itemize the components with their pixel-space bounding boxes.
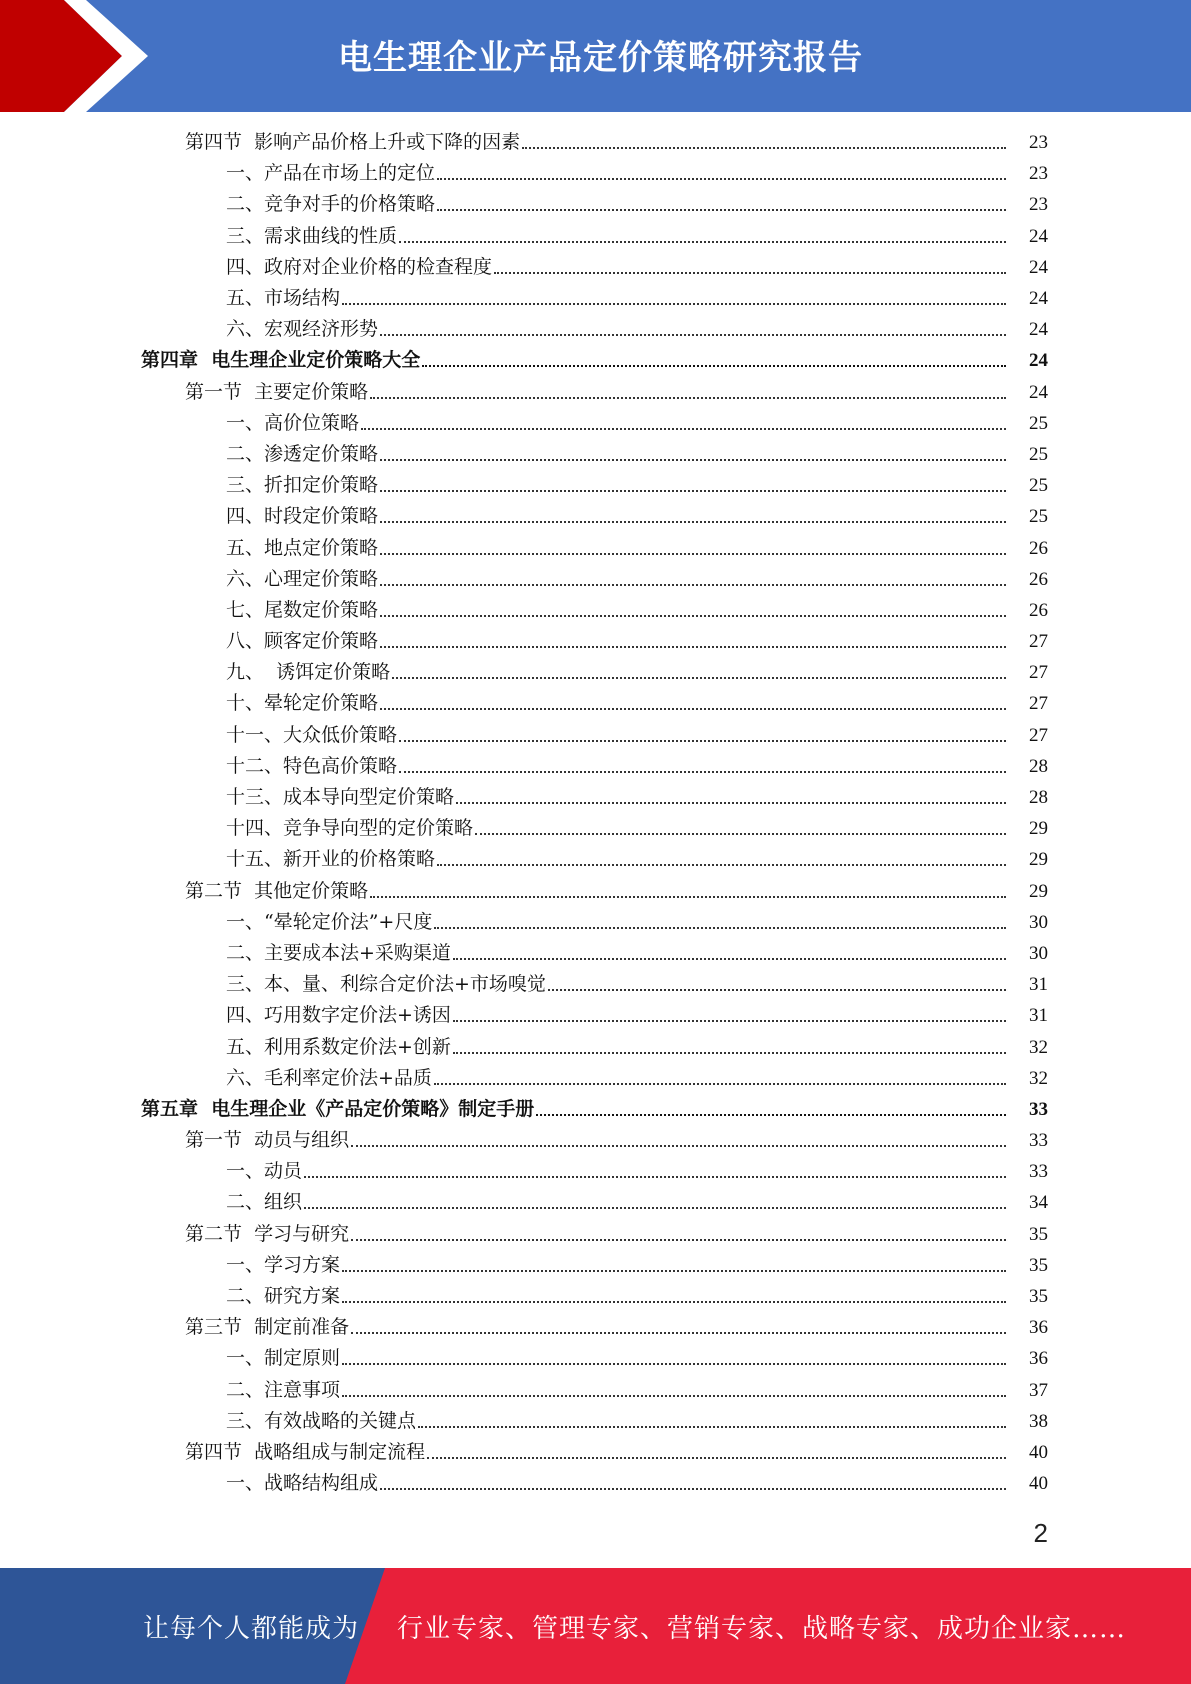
- toc-section-entry[interactable]: [0, 1437, 1191, 1468]
- toc-dot-leader: [342, 302, 1006, 305]
- toc-subsection-entry[interactable]: [0, 408, 1191, 439]
- toc-entry-page: 35: [1029, 1254, 1048, 1276]
- toc-dot-leader: [399, 240, 1006, 243]
- toc-entry-page: 38: [1029, 1410, 1048, 1432]
- toc-entry-page: 35: [1029, 1223, 1048, 1245]
- toc-entry-page: 24: [1029, 319, 1048, 341]
- toc-entry-page: 29: [1029, 849, 1048, 871]
- toc-subsection-entry[interactable]: [0, 1156, 1191, 1187]
- toc-subsection-entry[interactable]: [0, 1343, 1191, 1374]
- toc-subsection-entry[interactable]: [0, 532, 1191, 563]
- toc-entry-page: 36: [1029, 1348, 1048, 1370]
- toc-subsection-entry[interactable]: [0, 813, 1191, 844]
- toc-dot-leader: [380, 707, 1006, 710]
- toc-entry-page: 34: [1029, 1192, 1048, 1214]
- toc-subsection-entry[interactable]: [0, 1000, 1191, 1031]
- toc-subsection-entry[interactable]: [0, 314, 1191, 345]
- toc-subsection-entry[interactable]: [0, 844, 1191, 875]
- toc-subsection-entry[interactable]: [0, 1187, 1191, 1218]
- toc-entry-page: 36: [1029, 1317, 1048, 1339]
- toc-dot-leader: [342, 1300, 1006, 1303]
- toc-section-entry[interactable]: [0, 1312, 1191, 1343]
- toc-entry-page: 24: [1029, 350, 1048, 372]
- toc-subsection-entry[interactable]: [0, 688, 1191, 719]
- toc-entry-label: 三、本、量、利综合定价法+市场嗅觉: [226, 969, 546, 1000]
- toc-subsection-entry[interactable]: [0, 626, 1191, 657]
- toc-entry-label: 二、研究方案: [226, 1281, 340, 1312]
- toc-subsection-entry[interactable]: [0, 1375, 1191, 1406]
- toc-subsection-entry[interactable]: [0, 969, 1191, 1000]
- toc-entry-page: 24: [1029, 225, 1048, 247]
- toc-dot-leader: [342, 1269, 1006, 1272]
- toc-entry-page: 37: [1029, 1379, 1048, 1401]
- toc-dot-leader: [304, 1175, 1006, 1178]
- toc-entry-label: 十三、成本导向型定价策略: [226, 782, 454, 813]
- toc-entry-label: 五、地点定价策略: [226, 533, 378, 564]
- toc-section-entry[interactable]: [0, 1125, 1191, 1156]
- toc-dot-leader: [437, 208, 1006, 211]
- toc-subsection-entry[interactable]: [0, 657, 1191, 688]
- toc-entry-page: 27: [1029, 662, 1048, 684]
- toc-entry-label: 五、利用系数定价法+创新: [226, 1032, 451, 1063]
- toc-dot-leader: [392, 676, 1006, 679]
- toc-dot-leader: [351, 1238, 1006, 1241]
- toc-section-entry[interactable]: [0, 1219, 1191, 1250]
- toc-dot-leader: [361, 427, 1006, 430]
- toc-entry-page: 31: [1029, 974, 1048, 996]
- toc-entry-label: 六、宏观经济形势: [226, 314, 378, 345]
- toc-dot-leader: [351, 1144, 1006, 1147]
- toc-subsection-entry[interactable]: [0, 189, 1191, 220]
- toc-dot-leader: [399, 770, 1006, 773]
- toc-chapter-entry[interactable]: [0, 345, 1191, 376]
- toc-dot-leader: [418, 1425, 1006, 1428]
- page-header: [0, 0, 1191, 112]
- toc-entry-page: 23: [1029, 163, 1048, 185]
- toc-subsection-entry[interactable]: [0, 221, 1191, 252]
- toc-dot-leader: [380, 614, 1006, 617]
- toc-subsection-entry[interactable]: [0, 564, 1191, 595]
- toc-entry-page: 32: [1029, 1067, 1048, 1089]
- toc-dot-leader: [370, 895, 1006, 898]
- toc-chapter-entry[interactable]: [0, 1094, 1191, 1125]
- toc-entry-page: 26: [1029, 568, 1048, 590]
- toc-dot-leader: [422, 364, 1006, 367]
- toc-entry-label: 十四、竞争导向型的定价策略: [226, 813, 473, 844]
- toc-entry-page: 24: [1029, 288, 1048, 310]
- toc-dot-leader: [437, 863, 1006, 866]
- toc-entry-label: 一、学习方案: [226, 1250, 340, 1281]
- toc-subsection-entry[interactable]: [0, 252, 1191, 283]
- toc-entry-label: 十、晕轮定价策略: [226, 688, 378, 719]
- toc-dot-leader: [380, 583, 1006, 586]
- toc-entry-label: 三、有效战略的关键点: [226, 1406, 416, 1437]
- toc-subsection-entry[interactable]: [0, 501, 1191, 532]
- toc-subsection-entry[interactable]: [0, 782, 1191, 813]
- toc-entry-label: 一、制定原则: [226, 1343, 340, 1374]
- toc-dot-leader: [399, 739, 1006, 742]
- toc-entry-label: 二、渗透定价策略: [226, 439, 378, 470]
- toc-subsection-entry[interactable]: [0, 283, 1191, 314]
- toc-dot-leader: [427, 1456, 1006, 1459]
- toc-entry-page: 26: [1029, 599, 1048, 621]
- toc-entry-page: 24: [1029, 256, 1048, 278]
- toc-dot-leader: [380, 520, 1006, 523]
- toc-entry-label: 第三节 制定前准备: [185, 1312, 349, 1343]
- toc-section-entry[interactable]: [0, 127, 1191, 158]
- toc-dot-leader: [536, 1113, 1006, 1116]
- toc-entry-page: 27: [1029, 724, 1048, 746]
- footer-slogan-right: 行业专家、管理专家、营销专家、战略专家、成功企业家……: [397, 1613, 1127, 1644]
- toc-entry-label: 第四节 战略组成与制定流程: [185, 1437, 425, 1468]
- toc-dot-leader: [351, 1331, 1006, 1334]
- toc-section-entry[interactable]: [0, 876, 1191, 907]
- toc-entry-label: 七、尾数定价策略: [226, 595, 378, 626]
- toc-subsection-entry[interactable]: [0, 1406, 1191, 1437]
- toc-entry-page: 40: [1029, 1441, 1048, 1463]
- toc-entry-label: 二、组织: [226, 1187, 302, 1218]
- toc-entry-label: 九、 诱饵定价策略: [226, 657, 390, 688]
- toc-dot-leader: [380, 645, 1006, 648]
- toc-entry-label: 第五章 电生理企业《产品定价策略》制定手册: [141, 1094, 534, 1125]
- toc-entry-label: 第一节 主要定价策略: [185, 377, 368, 408]
- toc-entry-page: 25: [1029, 475, 1048, 497]
- toc-entry-label: 三、折扣定价策略: [226, 470, 378, 501]
- toc-entry-label: 三、需求曲线的性质: [226, 221, 397, 252]
- toc-subsection-entry[interactable]: [0, 1063, 1191, 1094]
- toc-subsection-entry[interactable]: [0, 1250, 1191, 1281]
- toc-dot-leader: [370, 396, 1006, 399]
- footer-slogan-left: 让每个人都能成为: [143, 1613, 360, 1644]
- toc-entry-page: 40: [1029, 1473, 1048, 1495]
- toc-subsection-entry[interactable]: [0, 158, 1191, 189]
- toc-entry-label: 一、产品在市场上的定位: [226, 158, 435, 189]
- toc-entry-label: 四、时段定价策略: [226, 501, 378, 532]
- toc-entry-label: 六、心理定价策略: [226, 564, 378, 595]
- toc-dot-leader: [380, 489, 1006, 492]
- toc-subsection-entry[interactable]: [0, 907, 1191, 938]
- toc-entry-label: 八、顾客定价策略: [226, 626, 378, 657]
- toc-entry-page: 28: [1029, 755, 1048, 777]
- toc-entry-label: 一、动员: [226, 1156, 302, 1187]
- toc-entry-label: 第四章 电生理企业定价策略大全: [141, 345, 420, 376]
- toc-entry-page: 31: [1029, 1005, 1048, 1027]
- toc-dot-leader: [342, 1394, 1006, 1397]
- toc-dot-leader: [380, 333, 1006, 336]
- toc-entry-page: 23: [1029, 194, 1048, 216]
- toc-entry-label: 第一节 动员与组织: [185, 1125, 349, 1156]
- toc-dot-leader: [342, 1362, 1006, 1365]
- toc-entry-label: 第二节 学习与研究: [185, 1219, 349, 1250]
- toc-entry-page: 25: [1029, 412, 1048, 434]
- toc-dot-leader: [380, 458, 1006, 461]
- toc-entry-label: 第二节 其他定价策略: [185, 876, 368, 907]
- toc-entry-page: 27: [1029, 631, 1048, 653]
- toc-subsection-entry[interactable]: [0, 720, 1191, 751]
- toc-entry-page: 33: [1029, 1098, 1048, 1120]
- toc-dot-leader: [494, 271, 1006, 274]
- toc-dot-leader: [548, 988, 1006, 991]
- toc-entry-page: 29: [1029, 818, 1048, 840]
- toc-entry-page: 33: [1029, 1130, 1048, 1152]
- toc-entry-page: 30: [1029, 911, 1048, 933]
- toc-dot-leader: [456, 801, 1006, 804]
- toc-subsection-entry[interactable]: [0, 470, 1191, 501]
- toc-dot-leader: [475, 832, 1006, 835]
- toc-dot-leader: [434, 926, 1006, 929]
- toc-entry-page: 25: [1029, 506, 1048, 528]
- toc-entry-page: 24: [1029, 381, 1048, 403]
- toc-entry-label: 二、竞争对手的价格策略: [226, 189, 435, 220]
- toc-entry-page: 26: [1029, 537, 1048, 559]
- toc-entry-page: 23: [1029, 132, 1048, 154]
- toc-dot-leader: [453, 1051, 1006, 1054]
- page-footer: [0, 1568, 1191, 1684]
- toc-dot-leader: [380, 1487, 1006, 1490]
- toc-entry-page: 33: [1029, 1161, 1048, 1183]
- toc-subsection-entry[interactable]: [0, 1281, 1191, 1312]
- toc-entry-label: 二、注意事项: [226, 1375, 340, 1406]
- toc-entry-label: 一、高价位策略: [226, 408, 359, 439]
- toc-subsection-entry[interactable]: [0, 595, 1191, 626]
- toc-subsection-entry[interactable]: [0, 1031, 1191, 1062]
- toc-entry-label: 十二、特色高价策略: [226, 751, 397, 782]
- toc-dot-leader: [522, 146, 1006, 149]
- toc-entry-page: 30: [1029, 942, 1048, 964]
- toc-entry-label: 四、巧用数字定价法+诱因: [226, 1000, 451, 1031]
- toc-entry-page: 25: [1029, 443, 1048, 465]
- table-of-contents: [0, 127, 1191, 1499]
- toc-entry-label: 一、“晕轮定价法”+尺度: [226, 907, 432, 938]
- toc-subsection-entry[interactable]: [0, 439, 1191, 470]
- toc-entry-label: 二、主要成本法+采购渠道: [226, 938, 451, 969]
- toc-entry-label: 十五、新开业的价格策略: [226, 844, 435, 875]
- toc-section-entry[interactable]: [0, 377, 1191, 408]
- toc-entry-label: 十一、大众低价策略: [226, 720, 397, 751]
- toc-dot-leader: [437, 177, 1006, 180]
- toc-entry-label: 一、战略结构组成: [226, 1468, 378, 1499]
- toc-subsection-entry[interactable]: [0, 1468, 1191, 1499]
- toc-entry-page: 28: [1029, 787, 1048, 809]
- toc-entry-label: 六、毛利率定价法+品质: [226, 1063, 432, 1094]
- toc-dot-leader: [453, 1019, 1006, 1022]
- toc-dot-leader: [380, 552, 1006, 555]
- toc-dot-leader: [304, 1206, 1006, 1209]
- toc-entry-label: 四、政府对企业价格的检查程度: [226, 252, 492, 283]
- toc-entry-label: 五、市场结构: [226, 283, 340, 314]
- toc-entry-page: 29: [1029, 880, 1048, 902]
- toc-subsection-entry[interactable]: [0, 938, 1191, 969]
- toc-entry-page: 32: [1029, 1036, 1048, 1058]
- toc-entry-page: 35: [1029, 1286, 1048, 1308]
- toc-dot-leader: [453, 957, 1006, 960]
- toc-dot-leader: [434, 1082, 1006, 1085]
- toc-entry-label: 第四节 影响产品价格上升或下降的因素: [185, 127, 520, 158]
- toc-entry-page: 27: [1029, 693, 1048, 715]
- page-number: 2: [1033, 1518, 1048, 1548]
- report-title: 电生理企业产品定价策略研究报告: [338, 37, 863, 78]
- toc-subsection-entry[interactable]: [0, 751, 1191, 782]
